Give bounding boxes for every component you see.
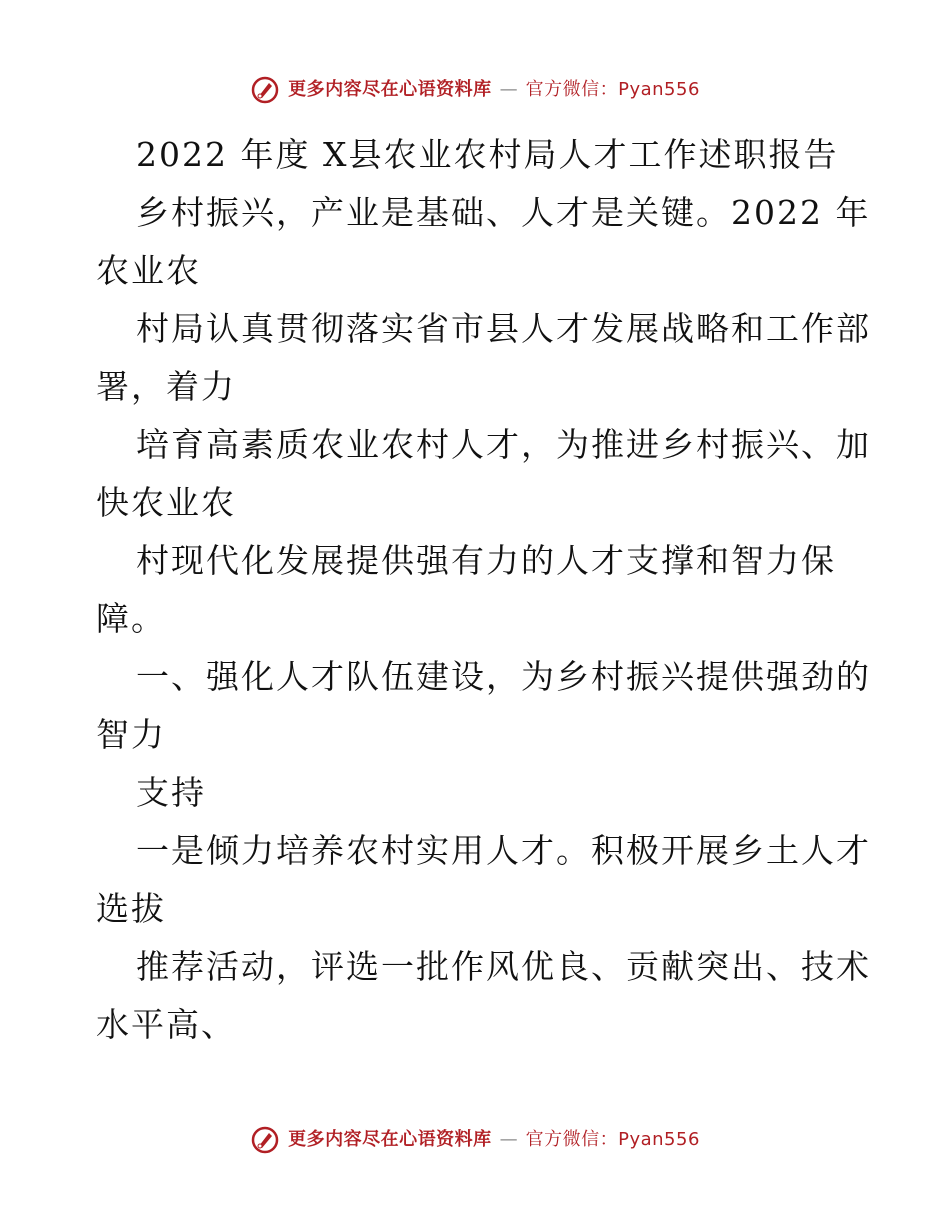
pen-nib-logo-icon (250, 75, 280, 105)
watermark-separator: — (499, 1129, 518, 1150)
section-heading: 一、强化人才队伍建设，为乡村振兴提供强劲的 (136, 657, 871, 696)
text-line: 一是倾力培养农村实用人才。积极开展乡土人才 (136, 831, 871, 870)
watermark-promo-text: 更多内容尽在心语资料库 (288, 1129, 492, 1150)
text-line: 村现代化发展提供强有力的人才支撑和智力保 (136, 541, 836, 580)
watermark-wechat-text: 官方微信：Pyan556 (525, 79, 700, 100)
document-title: 2022 年度 X县农业农村局人才工作述职报告 (136, 135, 839, 174)
text-line: 农业农 (96, 251, 201, 290)
watermark-promo-text: 更多内容尽在心语资料库 (288, 79, 492, 100)
watermark-separator: — (499, 79, 518, 100)
text-line: 推荐活动，评选一批作风优良、贡献突出、技术 (136, 947, 871, 986)
text-line: 乡村振兴，产业是基础、人才是关键。2022 年 (136, 193, 871, 232)
watermark-banner-bottom (0, 1122, 950, 1158)
text-line: 署，着力 (96, 367, 236, 406)
watermark-banner-top (0, 72, 950, 108)
text-line: 障。 (96, 599, 166, 638)
text-line: 选拔 (96, 889, 166, 928)
text-line: 快农业农 (96, 483, 236, 522)
section-heading-continued: 支持 (136, 773, 206, 812)
pen-nib-logo-icon (250, 1125, 280, 1155)
text-line: 村局认真贯彻落实省市县人才发展战略和工作部 (136, 309, 871, 348)
text-line: 水平高、 (96, 1005, 236, 1044)
section-heading-continued: 智力 (96, 715, 166, 754)
text-line: 培育高素质农业农村人才，为推进乡村振兴、加 (136, 425, 871, 464)
document-body (96, 126, 871, 1054)
watermark-wechat-text: 官方微信：Pyan556 (525, 1129, 700, 1150)
